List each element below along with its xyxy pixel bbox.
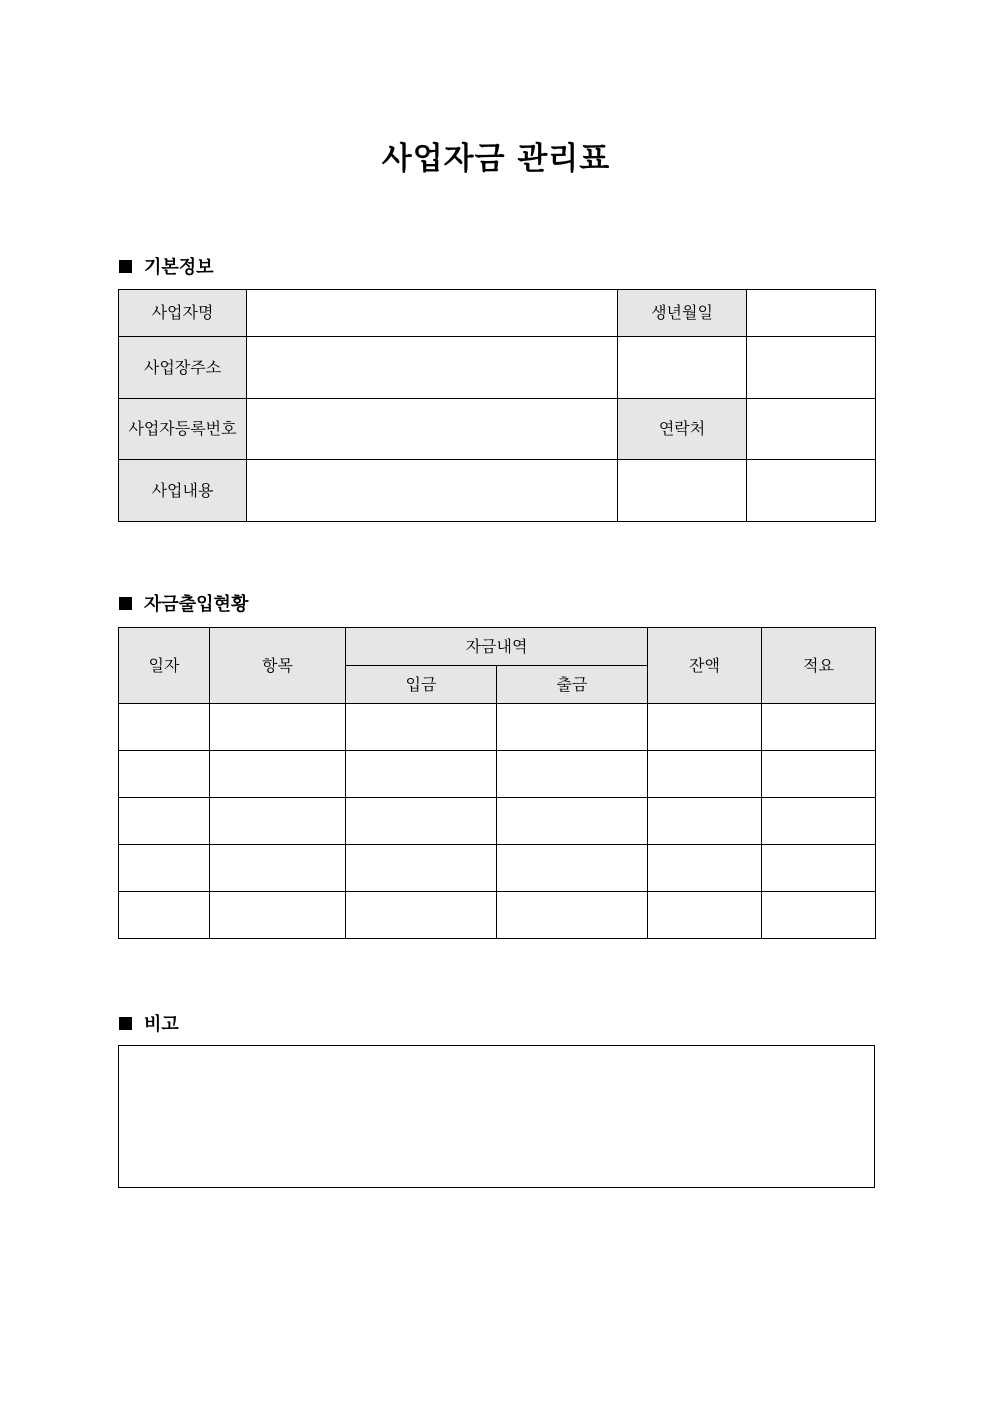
date-cell[interactable]	[119, 845, 210, 892]
square-bullet-icon	[119, 1017, 132, 1030]
business-address-label: 사업장주소	[119, 337, 247, 399]
blank-cell[interactable]	[618, 337, 747, 399]
item-cell[interactable]	[210, 751, 346, 798]
deposit-cell[interactable]	[346, 798, 497, 845]
business-address-field[interactable]	[247, 337, 618, 399]
page-title: 사업자금 관리표	[381, 141, 611, 177]
balance-cell[interactable]	[648, 892, 762, 939]
summary-cell[interactable]	[762, 704, 876, 751]
square-bullet-icon	[119, 260, 132, 273]
balance-cell[interactable]	[648, 751, 762, 798]
date-cell[interactable]	[119, 751, 210, 798]
remarks-box[interactable]	[118, 1045, 875, 1188]
balance-cell[interactable]	[648, 845, 762, 892]
date-header: 일자	[119, 628, 210, 704]
withdrawal-cell[interactable]	[497, 798, 648, 845]
contact-field[interactable]	[747, 399, 876, 460]
blank-cell[interactable]	[747, 460, 876, 522]
balance-cell[interactable]	[648, 704, 762, 751]
table-row	[119, 845, 876, 892]
balance-header: 잔액	[648, 628, 762, 704]
item-cell[interactable]	[210, 798, 346, 845]
withdrawal-cell[interactable]	[497, 845, 648, 892]
basic-info-table	[118, 289, 876, 522]
table-row	[119, 751, 876, 798]
deposit-cell[interactable]	[346, 892, 497, 939]
summary-cell[interactable]	[762, 798, 876, 845]
square-bullet-icon	[119, 597, 132, 610]
blank-cell[interactable]	[618, 460, 747, 522]
table-row	[119, 399, 876, 460]
withdrawal-cell[interactable]	[497, 751, 648, 798]
deposit-cell[interactable]	[346, 704, 497, 751]
withdrawal-header: 출금	[497, 666, 648, 704]
basic-info-heading-label: 기본정보	[144, 257, 214, 278]
table-row	[119, 704, 876, 751]
contact-label: 연락처	[618, 399, 747, 460]
fund-flow-table	[118, 627, 876, 939]
summary-cell[interactable]	[762, 751, 876, 798]
fund-details-header: 자금내역	[346, 628, 648, 666]
registration-number-field[interactable]	[247, 399, 618, 460]
birth-date-label: 생년월일	[618, 290, 747, 337]
table-row	[119, 290, 876, 337]
summary-header: 적요	[762, 628, 876, 704]
fund-flow-heading	[119, 590, 248, 616]
remarks-heading	[119, 1010, 179, 1036]
table-row	[119, 892, 876, 939]
birth-date-field[interactable]	[747, 290, 876, 337]
business-name-label: 사업자명	[119, 290, 247, 337]
deposit-header: 입금	[346, 666, 497, 704]
item-cell[interactable]	[210, 845, 346, 892]
blank-cell[interactable]	[747, 337, 876, 399]
withdrawal-cell[interactable]	[497, 704, 648, 751]
balance-cell[interactable]	[648, 798, 762, 845]
item-cell[interactable]	[210, 892, 346, 939]
business-description-label: 사업내용	[119, 460, 247, 522]
item-cell[interactable]	[210, 704, 346, 751]
item-header: 항목	[210, 628, 346, 704]
registration-number-label: 사업자등록번호	[119, 399, 247, 460]
remarks-heading-label: 비고	[144, 1014, 179, 1035]
basic-info-heading	[119, 253, 214, 279]
table-row	[119, 798, 876, 845]
withdrawal-cell[interactable]	[497, 892, 648, 939]
business-name-field[interactable]	[247, 290, 618, 337]
table-header-row	[119, 628, 876, 666]
date-cell[interactable]	[119, 798, 210, 845]
summary-cell[interactable]	[762, 892, 876, 939]
table-row	[119, 460, 876, 522]
date-cell[interactable]	[119, 892, 210, 939]
date-cell[interactable]	[119, 704, 210, 751]
table-row	[119, 337, 876, 399]
deposit-cell[interactable]	[346, 751, 497, 798]
deposit-cell[interactable]	[346, 845, 497, 892]
summary-cell[interactable]	[762, 845, 876, 892]
fund-flow-heading-label: 자금출입현황	[144, 594, 249, 615]
business-description-field[interactable]	[247, 460, 618, 522]
